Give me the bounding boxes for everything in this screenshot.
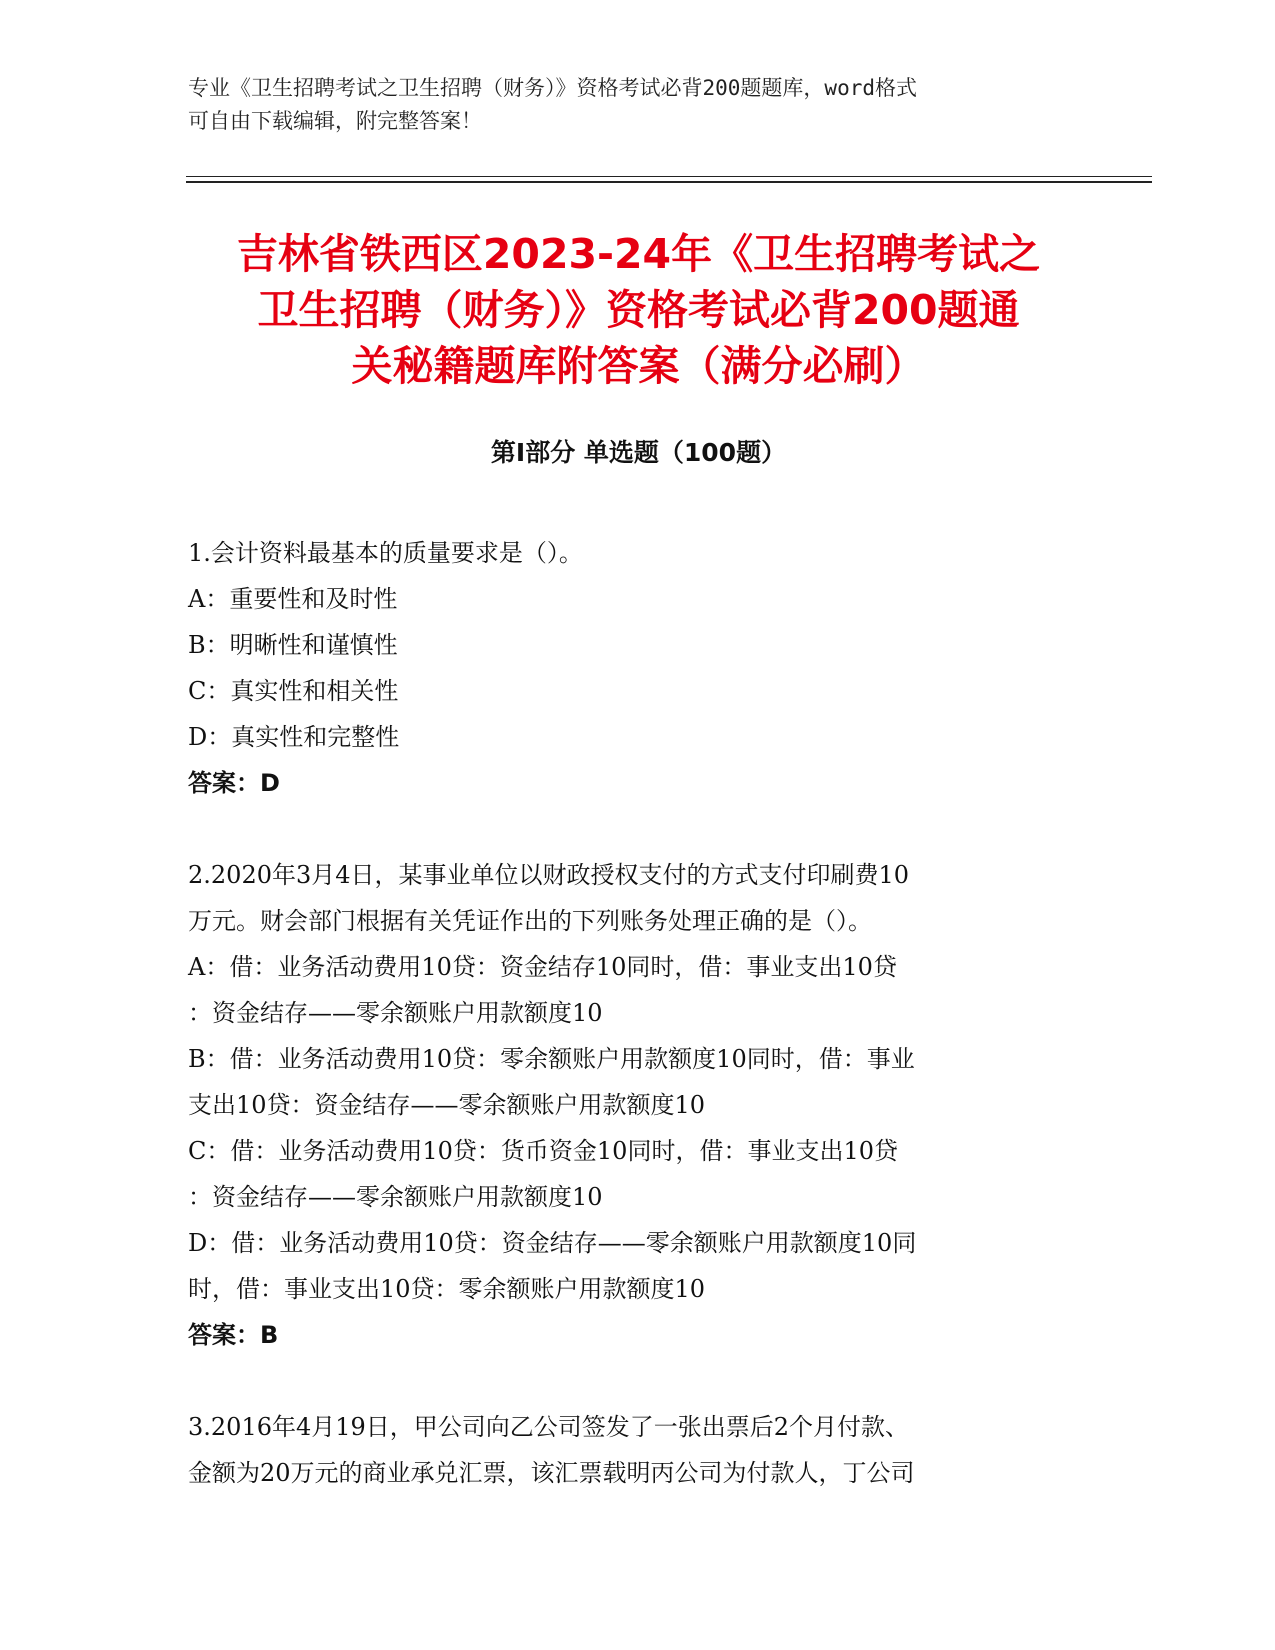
question-stem: 金额为20万元的商业承兑汇票，该汇票载明丙公司为付款人，丁公司 [188, 1459, 915, 1487]
question-stem: 3.2016年4月19日，甲公司向乙公司签发了一张出票后2个月付款、 [188, 1413, 910, 1441]
option-b-continued: 支出10贷：资金结存——零余额账户用款额度10 [188, 1091, 706, 1119]
question-item [188, 530, 1078, 806]
question-stem: 万元。财会部门根据有关凭证作出的下列账务处理正确的是（）。 [188, 907, 872, 935]
document-title-line: 吉林省铁西区2023-24年《卫生招聘考试之 [236, 230, 1041, 278]
question-stem: 1.会计资料最基本的质量要求是（）。 [188, 539, 583, 567]
header-divider-thick [186, 181, 1152, 183]
document-title-line: 卫生招聘（财务）》资格考试必背200题通 [257, 286, 1020, 334]
option-d: D：真实性和完整性 [188, 723, 400, 751]
header-note-line: 可自由下载编辑，附完整答案！ [188, 109, 482, 133]
answer-label: 答案：B [188, 1321, 279, 1349]
question-list [188, 530, 1078, 1542]
option-c: C：借：业务活动费用10贷：货币资金10同时，借：事业支出10贷 [188, 1137, 898, 1165]
question-stem: 2.2020年3月4日，某事业单位以财政授权支付的方式支付印刷费10 [188, 861, 910, 889]
option-a-continued: ：资金结存——零余额账户用款额度10 [188, 999, 603, 1027]
option-b: B：明晰性和谨慎性 [188, 631, 398, 659]
document-title [186, 226, 1091, 394]
option-b: B：借：业务活动费用10贷：零余额账户用款额度10同时，借：事业 [188, 1045, 915, 1073]
question-item [188, 1404, 1078, 1496]
header-note [188, 72, 1068, 138]
option-a: A：重要性和及时性 [188, 585, 398, 613]
header-note-line: 专业《卫生招聘考试之卫生招聘（财务）》资格考试必背200题题库，word格式 [188, 76, 917, 100]
question-item [188, 852, 1078, 1358]
answer-label: 答案：D [188, 769, 280, 797]
header-divider-thin [186, 176, 1152, 177]
option-a: A：借：业务活动费用10贷：资金结存10同时，借：事业支出10贷 [188, 953, 897, 981]
option-c-continued: ：资金结存——零余额账户用款额度10 [188, 1183, 603, 1211]
document-title-line: 关秘籍题库附答案（满分必刷） [351, 342, 926, 390]
option-d-continued: 时，借：事业支出10贷：零余额账户用款额度10 [188, 1275, 706, 1303]
option-c: C：真实性和相关性 [188, 677, 399, 705]
option-d: D：借：业务活动费用10贷：资金结存——零余额账户用款额度10同 [188, 1229, 917, 1257]
section-heading: 第Ⅰ部分 单选题（100题） [490, 438, 787, 467]
